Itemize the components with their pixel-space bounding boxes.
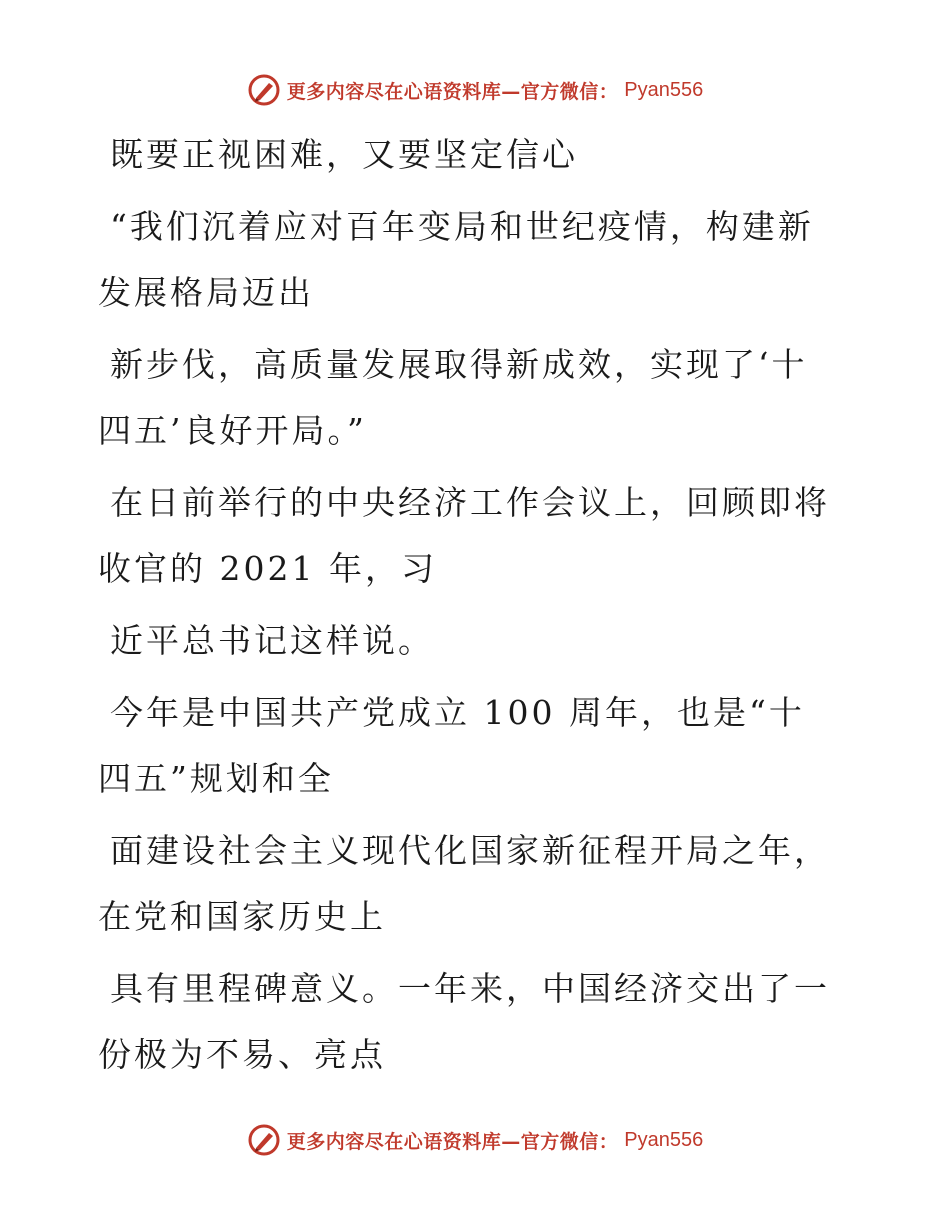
footer-banner-text: 更多内容尽在心语资料库—官方微信： (286, 1130, 619, 1153)
footer-banner-handle: Pyan556 (624, 1128, 704, 1151)
paragraph: 今年是中国共产党成立 100 周年，也是“十四五”规划和全 (98, 693, 805, 798)
paragraph: 既要正视困难，又要坚定信心 (110, 135, 578, 174)
paragraph: 具有里程碑意义。一年来，中国经济交出了一份极为不易、亮点 (98, 969, 830, 1074)
paragraph: “我们沉着应对百年变局和世纪疫情，构建新发展格局迈出 (98, 207, 814, 312)
pen-circle-logo-icon (247, 1123, 281, 1157)
header-banner-inner (247, 73, 703, 107)
document-body (98, 122, 838, 1094)
footer-banner-inner (247, 1123, 703, 1157)
paragraph: 近平总书记这样说。 (110, 621, 434, 660)
paragraph: 新步伐，高质量发展取得新成效，实现了‘十四五’良好开局。” (98, 345, 808, 450)
paragraph: 在日前举行的中央经济工作会议上，回顾即将收官的 2021 年，习 (98, 483, 830, 588)
paragraph: 面建设社会主义现代化国家新征程开局之年，在党和国家历史上 (98, 831, 830, 936)
footer-banner (0, 1120, 950, 1160)
header-banner-text: 更多内容尽在心语资料库—官方微信： (286, 80, 619, 103)
header-banner (0, 70, 950, 110)
header-banner-handle: Pyan556 (624, 78, 704, 101)
pen-circle-logo-icon (247, 73, 281, 107)
